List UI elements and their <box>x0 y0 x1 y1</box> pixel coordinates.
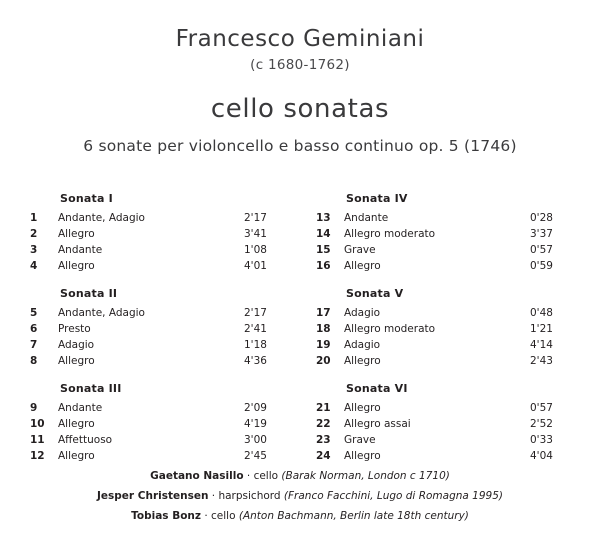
track-number: 16 <box>316 260 331 272</box>
track-number: 6 <box>30 323 38 335</box>
track-title: Allegro <box>58 418 95 430</box>
track-duration: 0'57 <box>530 244 553 256</box>
sonata-track-group <box>28 305 278 369</box>
track-number: 2 <box>30 228 38 240</box>
track-title: Andante <box>58 244 103 256</box>
track-title: Allegro moderato <box>344 323 436 335</box>
track-row[interactable] <box>314 210 564 226</box>
performer-credits <box>0 466 600 526</box>
track-number: 8 <box>30 355 38 367</box>
instrument-detail: (Barak Norman, London c 1710) <box>281 470 450 482</box>
track-duration: 0'57 <box>530 402 553 414</box>
track-duration: 0'59 <box>530 260 553 272</box>
track-title: Adagio <box>344 307 381 319</box>
credit-separator: · <box>204 510 208 522</box>
track-number: 12 <box>30 450 45 462</box>
track-row[interactable] <box>314 258 564 274</box>
track-row[interactable] <box>314 226 564 242</box>
track-duration: 1'21 <box>530 323 553 335</box>
header <box>0 0 600 155</box>
track-row[interactable] <box>314 448 564 464</box>
track-row[interactable] <box>314 321 564 337</box>
track-duration: 3'37 <box>530 228 553 240</box>
track-number: 22 <box>316 418 331 430</box>
track-duration: 0'33 <box>530 434 553 446</box>
sonata-heading: Sonata II <box>60 287 118 300</box>
track-number: 19 <box>316 339 331 351</box>
track-number: 3 <box>30 244 38 256</box>
track-title: Andante <box>58 402 103 414</box>
instrument-detail: (Anton Bachmann, Berlin late 18th century) <box>238 510 469 522</box>
track-number: 5 <box>30 307 38 319</box>
track-duration: 3'00 <box>244 434 267 446</box>
track-number: 18 <box>316 323 331 335</box>
work-subtitle: 6 sonate per violoncello e basso continuo op. 5 (1746) <box>83 137 517 155</box>
track-row[interactable] <box>314 432 564 448</box>
track-duration: 1'08 <box>244 244 267 256</box>
track-row[interactable] <box>314 242 564 258</box>
track-row[interactable] <box>28 210 278 226</box>
credit-line <box>0 466 600 486</box>
track-duration: 2'17 <box>244 212 267 224</box>
credit-separator: · <box>211 490 216 502</box>
track-row[interactable] <box>28 305 278 321</box>
sonata-track-group <box>28 400 278 464</box>
track-row[interactable] <box>28 226 278 242</box>
track-number: 17 <box>316 307 331 319</box>
instrument-detail: (Franco Facchini, Lugo di Romagna 1995) <box>283 490 503 502</box>
track-title: Andante, Adagio <box>58 307 145 319</box>
sonata-heading: Sonata V <box>346 287 404 300</box>
track-title: Allegro <box>344 355 381 367</box>
performer-role: cello <box>211 510 236 522</box>
track-duration: 3'41 <box>244 228 267 240</box>
track-row[interactable] <box>28 400 278 416</box>
track-title: Adagio <box>58 339 95 351</box>
credit-line <box>0 506 600 526</box>
track-title: Allegro <box>58 260 95 272</box>
track-number: 20 <box>316 355 331 367</box>
track-row[interactable] <box>314 400 564 416</box>
track-number: 24 <box>316 450 331 462</box>
track-duration: 0'28 <box>530 212 553 224</box>
track-title: Allegro <box>344 450 381 462</box>
track-number: 14 <box>316 228 331 240</box>
track-row[interactable] <box>314 305 564 321</box>
track-row[interactable] <box>28 416 278 432</box>
track-duration: 4'36 <box>244 355 267 367</box>
sonata-track-group <box>28 210 278 274</box>
performer-role: cello <box>253 470 279 482</box>
track-duration: 2'17 <box>244 307 267 319</box>
track-title: Allegro <box>58 228 95 240</box>
track-number: 7 <box>30 339 38 351</box>
track-title: Allegro assai <box>344 418 411 430</box>
track-duration: 2'52 <box>530 418 553 430</box>
track-title: Andante, Adagio <box>58 212 145 224</box>
track-number: 1 <box>30 212 38 224</box>
track-duration: 4'01 <box>244 260 267 272</box>
track-number: 15 <box>316 244 331 256</box>
composer-dates: (c 1680-1762) <box>250 57 350 73</box>
track-duration: 4'04 <box>530 450 553 462</box>
track-title: Grave <box>344 434 376 446</box>
performer-role: harpsichord <box>218 490 281 502</box>
track-row[interactable] <box>28 321 278 337</box>
track-listing <box>0 192 600 464</box>
track-number: 11 <box>30 434 45 446</box>
credit-line <box>0 486 600 506</box>
track-duration: 2'09 <box>244 402 267 414</box>
track-title: Grave <box>344 244 376 256</box>
track-title: Affettuoso <box>58 434 113 446</box>
track-duration: 4'19 <box>244 418 267 430</box>
track-row[interactable] <box>28 448 278 464</box>
track-number: 9 <box>30 402 38 414</box>
track-number: 23 <box>316 434 331 446</box>
track-row[interactable] <box>314 353 564 369</box>
track-duration: 1'18 <box>244 339 267 351</box>
track-number: 4 <box>30 260 38 272</box>
track-duration: 0'48 <box>530 307 553 319</box>
track-title: Adagio <box>344 339 381 351</box>
track-row[interactable] <box>314 416 564 432</box>
performer-name: Gaetano Nasillo <box>150 470 244 482</box>
sonata-track-group <box>314 400 564 464</box>
composer-name: Francesco Geminiani <box>175 26 425 52</box>
track-duration: 2'41 <box>244 323 267 335</box>
sonata-heading: Sonata IV <box>346 192 408 205</box>
track-title: Allegro moderato <box>344 228 436 240</box>
track-duration: 4'14 <box>530 339 553 351</box>
track-row[interactable] <box>28 258 278 274</box>
track-column-right <box>314 192 564 464</box>
sonata-track-group <box>314 210 564 274</box>
track-title: Allegro <box>58 450 95 462</box>
track-duration: 2'45 <box>244 450 267 462</box>
performer-name: Tobias Bonz <box>131 510 201 522</box>
track-title: Allegro <box>344 402 381 414</box>
track-title: Allegro <box>344 260 381 272</box>
track-number: 13 <box>316 212 331 224</box>
sonata-heading: Sonata VI <box>346 382 408 395</box>
track-number: 21 <box>316 402 331 414</box>
sonata-track-group <box>314 305 564 369</box>
track-number: 10 <box>30 418 45 430</box>
track-row[interactable] <box>28 242 278 258</box>
track-row[interactable] <box>314 337 564 353</box>
track-column-left <box>28 192 278 464</box>
credit-separator: · <box>246 470 251 482</box>
sonata-heading: Sonata I <box>60 192 113 205</box>
track-title: Andante <box>344 212 389 224</box>
track-row[interactable] <box>28 353 278 369</box>
track-title: Presto <box>58 323 91 335</box>
page-title: cello sonatas <box>210 94 390 124</box>
sonata-heading: Sonata III <box>60 382 122 395</box>
track-title: Allegro <box>58 355 95 367</box>
track-duration: 2'43 <box>530 355 553 367</box>
track-row[interactable] <box>28 337 278 353</box>
performer-name: Jesper Christensen <box>97 490 209 502</box>
track-row[interactable] <box>28 432 278 448</box>
